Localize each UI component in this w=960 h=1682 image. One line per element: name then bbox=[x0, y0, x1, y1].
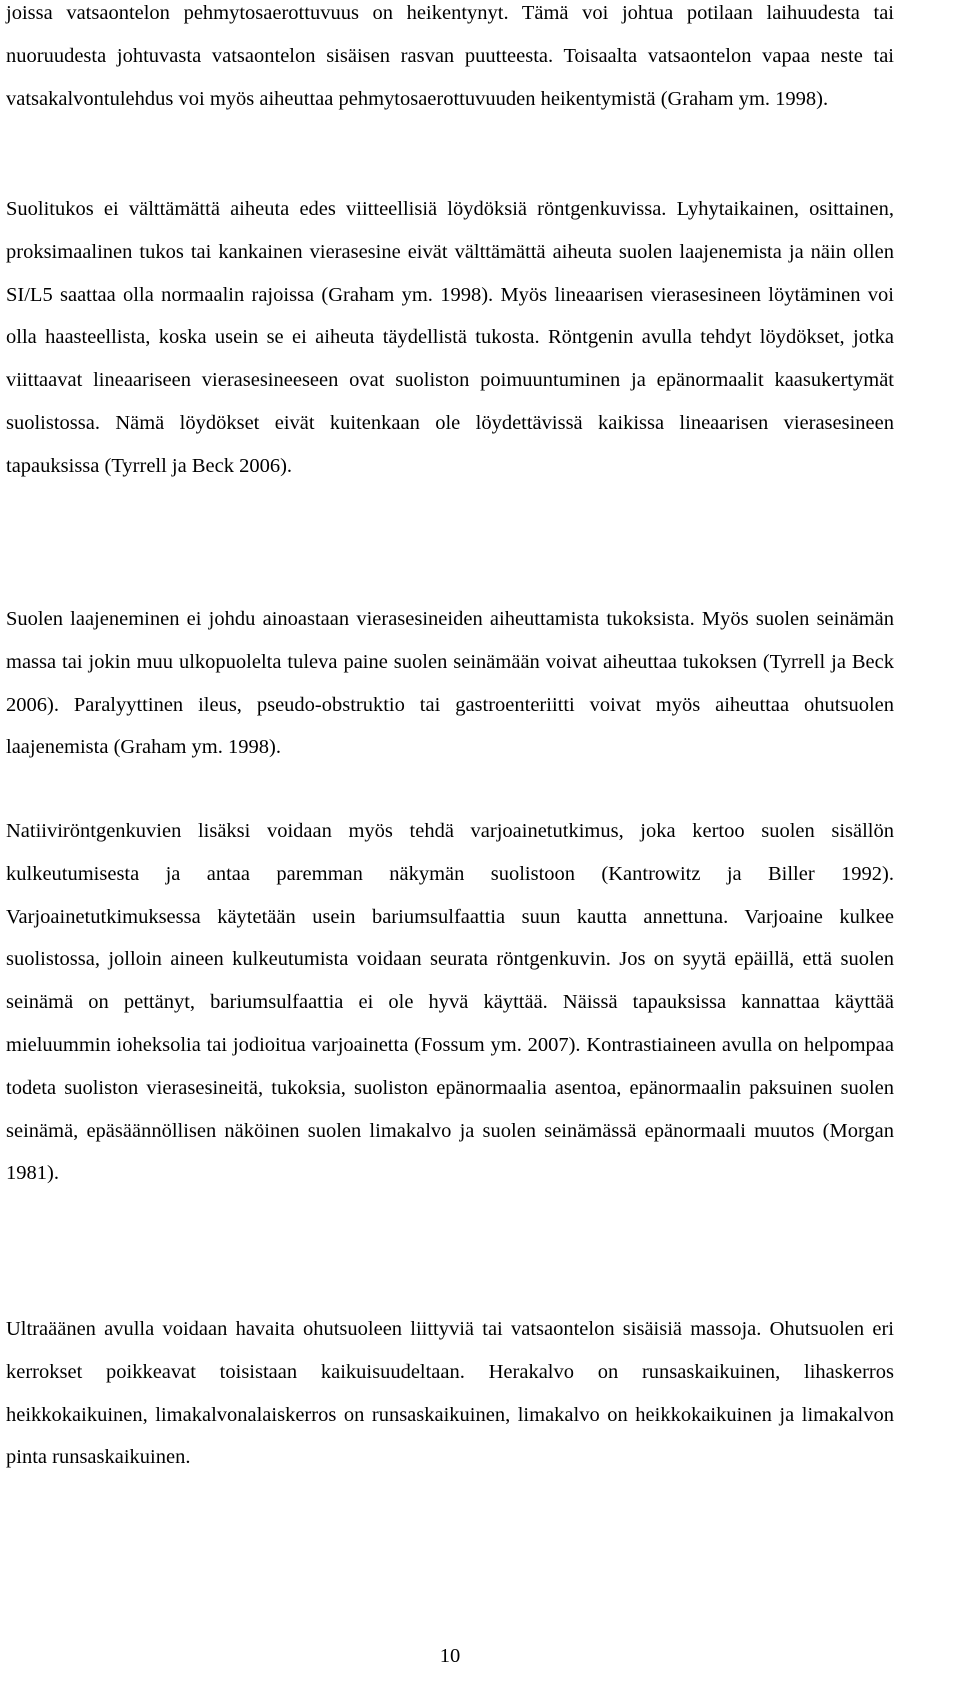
page-number: 10 bbox=[439, 1645, 461, 1667]
paragraph-bowel-dilation: Suolen laajeneminen ei johdu ainoastaan vierasesineiden aiheuttamista tukoksista. Myös suolen seinämän massa tai jokin muu ulkopuolelta tuleva paine suolen seinämään voivat aiheuttaa tukoksen (Tyrrell ja Beck 2006). Paralyyttinen ileus, pseudo-obstruktio tai gastroenteriitti voivat myös aiheuttaa ohutsuolen laajenemista (Graham ym. 1998). bbox=[6, 608, 894, 759]
paragraph-bowel-obstruction: Suolitukos ei välttämättä aiheuta edes viitteellisiä löydöksiä röntgenkuvissa. Lyhytaikainen, osittainen, proksimaalinen tukos tai kankainen vierasesine eivät välttämättä aiheuta suolen laajenemista ja näin ollen SI/L5 saattaa olla normaalin rajoissa (Graham ym. 1998). Myös lineaarisen vierasesineen löytäminen voi olla haasteellista, koska usein se ei aiheuta täydellistä tukosta. Röntgenin avulla tehdyt löydökset, jotka viittaavat lineaariseen vierasesineeseen ovat suoliston poimuuntuminen ja epänormaalit kaasukertymät suolistossa. Nämä löydökset eivät kuitenkaan ole löydettävissä kaikissa lineaarisen vierasesineen tapauksissa (Tyrrell ja Beck 2006). bbox=[6, 198, 894, 477]
paragraph-contrast-study: Natiiviröntgenkuvien lisäksi voidaan myös tehdä varjoainetutkimus, joka kertoo suolen sisällön kulkeutumisesta ja antaa paremman näkymän suolistoon (Kantrowitz ja Biller 1992). Varjoainetutkimuksessa käytetään usein bariumsulfaattia suun kautta annettuna. Varjoaine kulkee suolistossa, jolloin aineen kulkeutumista voidaan seurata röntgenkuvin. Jos on syytä epäillä, että suolen seinämä on pettänyt, bariumsulfaattia ei ole hyvä käyttää. Näissä tapauksissa kannattaa käyttää mieluummin ioheksolia tai jodioitua varjoainetta (Fossum ym. 2007). Kontrastiaineen avulla on helpompaa todeta suoliston vierasesineitä, tukoksia, suoliston epänormaalia asentoa, epänormaalin paksuinen suolen seinämä, epäsäännöllisen näköinen suolen limakalvo ja suolen seinämässä epänormaali muutos (Morgan 1981). bbox=[6, 820, 894, 1185]
paragraph-ultrasound: Ultraäänen avulla voidaan havaita ohutsuoleen liittyviä tai vatsaontelon sisäisiä massoja. Ohutsuolen eri kerrokset poikkeavat toisistaan kaikuisuudeltaan. Herakalvo on runsaskaikuinen, lihaskerros heikkokaikuinen, limakalvonalaiskerros on runsaskaikuinen, limakalvo on heikkokaikuinen ja limakalvon pinta runsaskaikuinen. bbox=[6, 1318, 894, 1469]
paragraph-intro-continuation: joissa vatsaontelon pehmytosaerottuvuus on heikentynyt. Tämä voi johtua potilaan laihuudesta tai nuoruudesta johtuvasta vatsaontelon sisäisen rasvan puutteesta. Toisaalta vatsaontelon vapaa neste tai vatsakalvontulehdus voi myös aiheuttaa pehmytosaerottuvuuden heikentymistä (Graham ym. 1998). bbox=[6, 2, 894, 110]
